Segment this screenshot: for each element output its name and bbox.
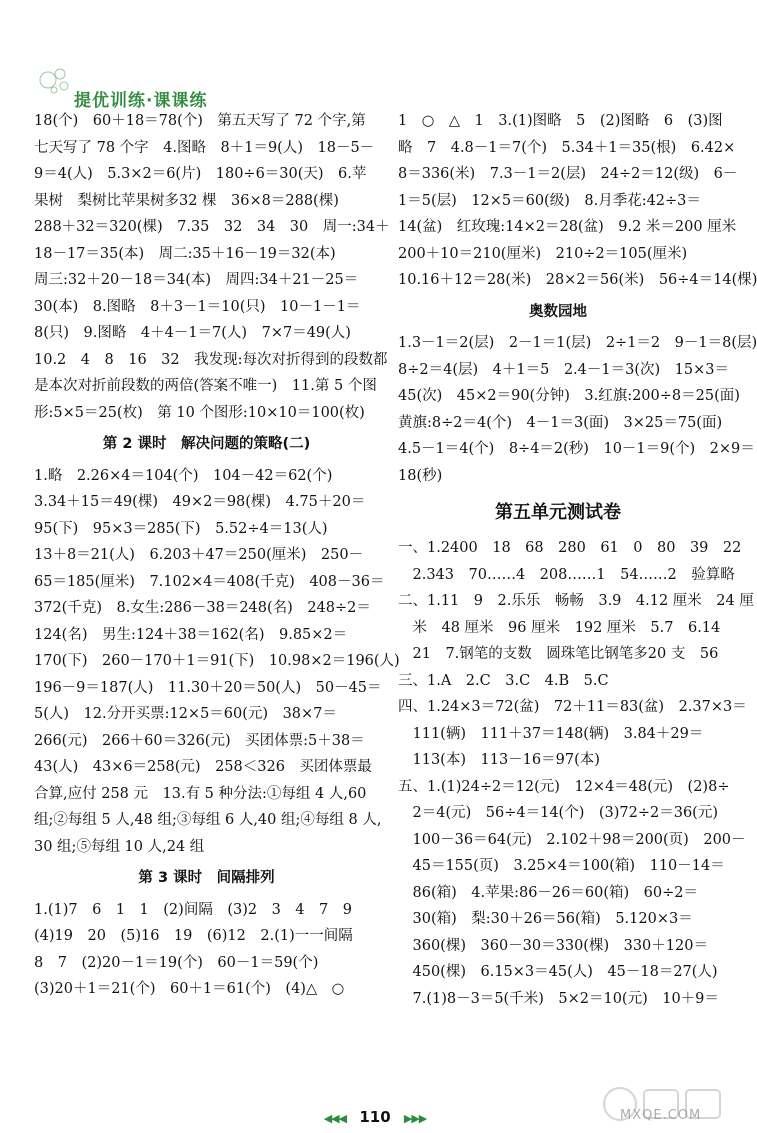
page-header	[34, 66, 294, 110]
answer-stamp-icon	[600, 1082, 740, 1132]
answer-line: 5(人) 12.分开买票:12×5＝60(元) 38×7＝	[34, 706, 337, 722]
answer-line: 65＝185(厘米) 7.102×4＝408(千克) 408－36＝	[34, 573, 385, 590]
answer-line: 8(只) 9.图略 4＋4－1＝7(人) 7×7＝49(人)	[34, 325, 351, 341]
answer-line: 8＝336(米) 7.3－1＝2(层) 24÷2＝12(级) 6－	[398, 166, 738, 182]
right-arrows-icon: ▶▶▶	[403, 1112, 427, 1125]
answer-line: 9＝4(人) 5.3×2＝6(片) 180÷6＝30(天) 6.苹	[34, 166, 367, 182]
answer-line: 8 7 (2)20－1＝19(个) 60－1＝59(个)	[34, 954, 319, 971]
bubbles-icon	[38, 66, 72, 96]
answer-line: 30(箱) 梨:30＋26＝56(箱) 5.120×3＝	[398, 911, 693, 927]
answer-line: 七天写了 78 个字 4.图略 8＋1＝9(人) 18－5－	[34, 139, 375, 156]
answer-line: 2.343 70……4 208……1 54……2 验算略	[398, 566, 735, 583]
answer-line: 五、1.(1)24÷2＝12(元) 12×4＝48(元) (2)8÷	[398, 778, 730, 795]
answer-line: 三、1.A 2.C 3.C 4.B 5.C	[398, 672, 609, 689]
answer-line: 30 组;⑤每组 10 人,24 组	[34, 838, 205, 855]
page-number: 110	[359, 1108, 391, 1126]
watermark-text: MXQE.COM	[620, 1108, 702, 1123]
answer-line: 8÷2＝4(层) 4＋1＝5 2.4－1＝3(次) 15×3＝	[398, 361, 729, 378]
answer-line: 略 7 4.8－1＝7(个) 5.34＋1＝35(根) 6.42×	[398, 139, 736, 156]
answer-line: 43(人) 43×6＝258(元) 258＜326 买团体票最	[34, 759, 372, 775]
answer-line: 10.2 4 8 16 32 我发现:每次对折得到的段数都	[34, 351, 388, 368]
answer-line: (3)20＋1＝21(个) 60＋1＝61(个) (4)△ ○	[34, 981, 345, 997]
answer-line: 86(箱) 4.苹果:86－26＝60(箱) 60÷2＝	[398, 884, 698, 901]
answer-line: 170(下) 260－170＋1＝91(下) 10.98×2＝196(人)	[34, 653, 400, 669]
section-title: 第五单元测试卷	[495, 502, 621, 523]
section-title: 第 3 课时 间隔排列	[138, 870, 275, 886]
answer-line: 124(名) 男生:124＋38＝162(名) 9.85×2＝	[34, 626, 348, 643]
answer-line: 18－17＝35(本) 周二:35＋16－19＝32(本)	[34, 245, 336, 262]
answer-line: 合算,应付 258 元 13.有 5 种分法:①每组 4 人,60	[34, 785, 367, 802]
answer-line: 二、1.11 9 2.乐乐 畅畅 3.9 4.12 厘米 24 厘	[398, 593, 754, 609]
answer-line: 形:5×5＝25(枚) 第 10 个图形:10×10＝100(枚)	[34, 404, 365, 421]
answer-line: 7.(1)8－3＝5(千米) 5×2＝10(元) 10＋9＝	[398, 990, 719, 1007]
answer-line: 米 48 厘米 96 厘米 192 厘米 5.7 6.14	[398, 619, 721, 636]
answer-line: 95(下) 95×3＝285(下) 5.52÷4＝13(人)	[34, 520, 328, 537]
answer-line: 4.5－1＝4(个) 8÷4＝2(秒) 10－1＝9(个) 2×9＝	[398, 441, 755, 457]
answer-line: 30(本) 8.图略 8＋3－1＝10(只) 10－1－1＝	[34, 298, 361, 315]
answer-line: 288＋32＝320(棵) 7.35 32 34 30 周一:34＋	[34, 219, 390, 235]
answer-line: 450(棵) 6.15×3＝45(人) 45－18＝27(人)	[398, 964, 718, 980]
answer-line: (4)19 20 (5)16 19 (6)12 2.(1)一一间隔	[34, 928, 353, 944]
answer-line: 黄旗:8÷2＝4(个) 4－1＝3(面) 3×25＝75(面)	[398, 414, 723, 431]
answer-line: 四、1.24×3＝72(盆) 72＋11＝83(盆) 2.37×3＝	[398, 699, 747, 715]
answer-line: 3.34＋15＝49(棵) 49×2＝98(棵) 4.75＋20＝	[34, 494, 366, 510]
answer-line: 是本次对折前段数的两倍(答案不唯一) 11.第 5 个图	[34, 378, 377, 394]
answer-line: 1 ○ △ 1 3.(1)图略 5 (2)图略 6 (3)图	[398, 113, 723, 129]
answer-line: 111(辆) 111＋37＝148(辆) 3.84＋29＝	[398, 725, 704, 742]
answer-line: 1.略 2.26×4＝104(个) 104－42＝62(个)	[34, 467, 333, 484]
answer-line: 200＋10＝210(厘米) 210÷2＝105(厘米)	[398, 245, 688, 262]
answer-line: 10.16＋12＝28(米) 28×2＝56(米) 56÷4＝14(棵)	[398, 272, 757, 288]
answer-line: 2＝4(元) 56÷4＝14(个) (3)72÷2＝36(元)	[398, 805, 718, 821]
answer-line: 组;②每组 5 人,48 组;③每组 6 人,40 组;④每组 8 人,	[34, 812, 382, 828]
answer-line: 372(千克) 8.女生:286－38＝248(名) 248÷2＝	[34, 600, 371, 616]
answer-line: 100－36＝64(元) 2.102＋98＝200(页) 200－	[398, 831, 746, 848]
left-arrows-icon: ◀◀◀	[323, 1112, 347, 1125]
answer-line: 1＝5(层) 12×5＝60(级) 8.月季花:42÷3＝	[398, 192, 701, 209]
brand-title: 提优训练·课课练	[74, 91, 208, 111]
answer-line: 45(次) 45×2＝90(分钟) 3.红旗:200÷8＝25(面)	[398, 388, 740, 404]
right-column	[398, 108, 757, 1012]
section-title: 第 2 课时 解决问题的策略(二)	[102, 436, 311, 452]
answer-line: 21 7.钢笔的支数 圆珠笔比钢笔多20 支 56	[398, 646, 719, 662]
answer-line: 196－9＝187(人) 11.30＋20＝50(人) 50－45＝	[34, 679, 382, 696]
answer-line: 113(本) 113－16＝97(本)	[398, 752, 600, 768]
answer-line: 360(棵) 360－30＝330(棵) 330＋120＝	[398, 937, 708, 954]
answer-line: 13＋8＝21(人) 6.203＋47＝250(厘米) 250－	[34, 547, 364, 563]
answer-line: 266(元) 266＋60＝326(元) 买团体票:5＋38＝	[34, 732, 365, 749]
answer-line: 18(秒)	[398, 467, 443, 484]
answer-line: 一、1.2400 18 68 280 61 0 80 39 22	[398, 540, 742, 556]
answer-line: 18(个) 60＋18＝78(个) 第五天写了 72 个字,第	[34, 113, 366, 129]
section-title: 奥数园地	[529, 303, 587, 320]
answer-line: 14(盆) 红玫瑰:14×2＝28(盆) 9.2 米＝200 厘米	[398, 219, 737, 235]
answer-line: 周三:32＋20－18＝34(本) 周四:34＋21－25＝	[34, 272, 359, 288]
answer-line: 1.3－1＝2(层) 2－1＝1(层) 2÷1＝2 9－1＝8(层)	[398, 335, 757, 351]
left-column	[34, 108, 400, 1003]
answer-line: 1.(1)7 6 1 1 (2)间隔 (3)2 3 4 7 9	[34, 901, 352, 918]
answer-line: 45＝155(页) 3.25×4＝100(箱) 110－14＝	[398, 858, 725, 874]
answer-line: 果树 梨树比苹果树多32 棵 36×8＝288(棵)	[34, 192, 339, 209]
